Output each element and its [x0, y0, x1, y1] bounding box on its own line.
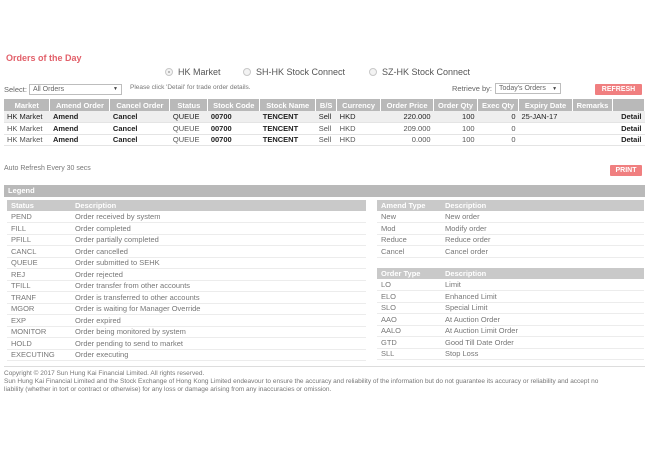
cell-stock-code: 00700	[208, 123, 260, 135]
radio-selected-icon	[165, 68, 173, 76]
amend-type-legend-code: Mod	[377, 223, 441, 235]
status-legend-row	[7, 292, 366, 304]
status-legend-code: REJ	[7, 269, 71, 281]
disclaimer-line-1: Sun Hung Kai Financial Limited and the Stock Exchange of Hong Kong Limited endeavour to ensure the accuracy and reliability of the information but do not guarantee its accuracy or reliability and accept no	[4, 378, 599, 385]
legend-col-order-type: Order Type	[377, 268, 441, 279]
order-type-legend-row	[377, 279, 644, 291]
status-legend-row	[7, 223, 366, 235]
cell-status: QUEUE	[170, 111, 208, 123]
status-legend-row	[7, 349, 366, 361]
cell-expiry-date	[519, 134, 573, 146]
cell-status: QUEUE	[170, 134, 208, 146]
status-legend-description: Order is waiting for Manager Override	[71, 303, 366, 315]
legend-col-status: Status	[7, 200, 71, 211]
status-legend-row	[7, 234, 366, 246]
status-legend-row	[7, 246, 366, 258]
order-type-legend-code: AAO	[377, 314, 441, 326]
auto-refresh-note: Auto Refresh Every 30 secs	[4, 165, 91, 172]
status-legend-code: EXECUTING	[7, 349, 71, 361]
cell-order-price: 220.000	[381, 111, 434, 123]
status-legend-table	[7, 200, 366, 361]
status-legend-code: CANCL	[7, 246, 71, 258]
status-legend-description: Order completed	[71, 223, 366, 235]
status-legend-code: QUEUE	[7, 257, 71, 269]
cell-currency: HKD	[337, 123, 381, 135]
copyright-text: Copyright © 2017 Sun Hung Kai Financial Limited. All rights reserved.	[4, 370, 205, 377]
legend-col-description: Description	[441, 200, 644, 211]
chevron-down-icon: ▼	[113, 86, 118, 92]
col-stock-code: Stock Code	[208, 99, 260, 111]
amend-type-legend-row	[377, 234, 644, 246]
order-type-legend-code: GTD	[377, 337, 441, 349]
amend-type-legend-code: Reduce	[377, 234, 441, 246]
table-row[interactable]	[4, 111, 645, 123]
col-currency: Currency	[337, 99, 381, 111]
cancel-link[interactable]: Cancel	[110, 123, 170, 135]
legend-header-row	[7, 200, 366, 211]
amend-type-legend-row	[377, 223, 644, 235]
cell-currency: HKD	[337, 134, 381, 146]
amend-type-legend-code: New	[377, 211, 441, 223]
retrieve-row	[452, 83, 561, 94]
radio-unselected-icon	[369, 68, 377, 76]
detail-link[interactable]: Detail	[612, 123, 644, 135]
footer-divider	[4, 366, 645, 367]
cell-order-price: 209.000	[381, 123, 434, 135]
amend-type-legend-description: Modify order	[441, 223, 644, 235]
cell-remarks	[572, 134, 612, 146]
order-filter-select[interactable]	[29, 84, 122, 95]
filter-colon: :	[24, 84, 27, 94]
order-type-legend-table	[377, 268, 644, 360]
status-legend-description: Order transfer from other accounts	[71, 280, 366, 292]
order-type-legend-row	[377, 325, 644, 337]
col-market: Market	[4, 99, 50, 111]
status-legend-row	[7, 280, 366, 292]
status-legend-description: Order received by system	[71, 211, 366, 223]
order-type-legend-code: AALO	[377, 325, 441, 337]
status-legend-row	[7, 338, 366, 350]
amend-link[interactable]: Amend	[50, 134, 110, 146]
col-amend-order: Amend Order	[50, 99, 110, 111]
cell-market: HK Market	[4, 111, 50, 123]
amend-type-legend-description: Cancel order	[441, 246, 644, 258]
cell-bs: Sell	[316, 123, 337, 135]
cell-bs: Sell	[316, 134, 337, 146]
detail-link[interactable]: Detail	[612, 134, 644, 146]
status-legend-code: HOLD	[7, 338, 71, 350]
status-legend-code: TFILL	[7, 280, 71, 292]
col-exec-qty: Exec Qty	[478, 99, 519, 111]
order-type-legend-row	[377, 337, 644, 349]
amend-link[interactable]: Amend	[50, 111, 110, 123]
cell-order-qty: 100	[434, 123, 478, 135]
order-type-legend-description: Limit	[441, 279, 644, 291]
order-type-legend-description: At Auction Order	[441, 314, 644, 326]
print-button[interactable]: PRINT	[610, 165, 642, 176]
order-type-legend-description: At Auction Limit Order	[441, 325, 644, 337]
retrieve-select[interactable]	[495, 83, 561, 94]
radio-label: HK Market	[178, 67, 221, 77]
amend-type-legend-row	[377, 246, 644, 258]
radio-sz-hk-connect[interactable]	[369, 67, 470, 77]
legend-header-row	[377, 268, 644, 279]
table-row[interactable]	[4, 123, 645, 135]
market-radio-group	[0, 67, 650, 81]
col-bs: B/S	[316, 99, 337, 111]
amend-type-legend-code: Cancel	[377, 246, 441, 258]
order-filter-value: All Orders	[32, 85, 65, 93]
status-legend-description: Order partially completed	[71, 234, 366, 246]
status-legend-code: MONITOR	[7, 326, 71, 338]
refresh-button[interactable]: REFRESH	[595, 84, 642, 95]
status-legend-description: Order is transferred to other accounts	[71, 292, 366, 304]
legend-title: Legend	[4, 185, 645, 197]
cell-market: HK Market	[4, 134, 50, 146]
orders-table	[4, 99, 645, 146]
order-type-legend-code: LO	[377, 279, 441, 291]
amend-link[interactable]: Amend	[50, 123, 110, 135]
cell-stock-code: 00700	[208, 134, 260, 146]
order-type-legend-code: SLO	[377, 302, 441, 314]
table-row[interactable]	[4, 134, 645, 146]
cell-expiry-date	[519, 123, 573, 135]
status-legend-code: PEND	[7, 211, 71, 223]
cell-stock-code: 00700	[208, 111, 260, 123]
status-legend-code: TRANF	[7, 292, 71, 304]
status-legend-description: Order being monitored by system	[71, 326, 366, 338]
cancel-link[interactable]: Cancel	[110, 111, 170, 123]
cell-order-price: 0.000	[381, 134, 434, 146]
cell-expiry-date: 25-JAN-17	[519, 111, 573, 123]
cell-bs: Sell	[316, 111, 337, 123]
cell-order-qty: 100	[434, 134, 478, 146]
order-type-legend-description: Good Till Date Order	[441, 337, 644, 349]
cell-currency: HKD	[337, 111, 381, 123]
cell-status: QUEUE	[170, 123, 208, 135]
amend-type-legend-description: New order	[441, 211, 644, 223]
radio-sh-hk-connect[interactable]	[243, 67, 345, 77]
col-status: Status	[170, 99, 208, 111]
status-legend-row	[7, 269, 366, 281]
radio-label: SH-HK Stock Connect	[256, 67, 346, 77]
col-stock-name: Stock Name	[260, 99, 316, 111]
cell-stock-name: TENCENT	[260, 123, 316, 135]
retrieve-label: Retrieve by:	[452, 84, 493, 93]
cell-order-qty: 100	[434, 111, 478, 123]
cell-stock-name: TENCENT	[260, 134, 316, 146]
status-legend-row	[7, 211, 366, 223]
cell-exec-qty: 0	[478, 123, 519, 135]
status-legend-description: Order executing	[71, 349, 366, 361]
cell-remarks	[572, 123, 612, 135]
amend-type-legend-table	[377, 200, 644, 258]
order-type-legend-code: SLL	[377, 348, 441, 360]
cell-remarks	[572, 111, 612, 123]
orders-header-row	[4, 99, 645, 111]
order-type-legend-description: Stop Loss	[441, 348, 644, 360]
detail-hint: Please click 'Detail' for trade order details.	[130, 84, 251, 91]
cell-market: HK Market	[4, 123, 50, 135]
status-legend-row	[7, 257, 366, 269]
radio-unselected-icon	[243, 68, 251, 76]
status-legend-code: MGOR	[7, 303, 71, 315]
col-detail	[612, 99, 644, 111]
order-type-legend-code: ELO	[377, 291, 441, 303]
detail-link[interactable]: Detail	[612, 111, 644, 123]
order-type-legend-row	[377, 314, 644, 326]
amend-type-legend-description: Reduce order	[441, 234, 644, 246]
retrieve-value: Today's Orders	[499, 85, 546, 92]
col-cancel-order: Cancel Order	[110, 99, 170, 111]
amend-type-legend-row	[377, 211, 644, 223]
page-title: Orders of the Day	[6, 53, 82, 63]
filter-row	[4, 83, 122, 95]
legend-col-description: Description	[71, 200, 366, 211]
order-type-legend-description: Special Limit	[441, 302, 644, 314]
col-order-qty: Order Qty	[434, 99, 478, 111]
status-legend-description: Order submitted to SEHK	[71, 257, 366, 269]
status-legend-code: FILL	[7, 223, 71, 235]
status-legend-description: Order rejected	[71, 269, 366, 281]
chevron-down-icon: ▼	[552, 85, 558, 92]
status-legend-row	[7, 303, 366, 315]
cancel-link[interactable]: Cancel	[110, 134, 170, 146]
cell-exec-qty: 0	[478, 134, 519, 146]
status-legend-code: PFILL	[7, 234, 71, 246]
order-type-legend-description: Enhanced Limit	[441, 291, 644, 303]
order-type-legend-row	[377, 348, 644, 360]
cell-stock-name: TENCENT	[260, 111, 316, 123]
radio-label: SZ-HK Stock Connect	[382, 67, 471, 77]
col-remarks: Remarks	[572, 99, 612, 111]
col-order-price: Order Price	[381, 99, 434, 111]
order-type-legend-row	[377, 302, 644, 314]
status-legend-row	[7, 326, 366, 338]
legend-header-row	[377, 200, 644, 211]
legend-col-amend-type: Amend Type	[377, 200, 441, 211]
status-legend-row	[7, 315, 366, 327]
disclaimer-line-2: liability (whether in tort or contract or otherwise) for any loss or damage arising from any inaccuracies or omission.	[4, 386, 332, 393]
status-legend-code: EXP	[7, 315, 71, 327]
status-legend-description: Order pending to send to market	[71, 338, 366, 350]
order-type-legend-row	[377, 291, 644, 303]
status-legend-description: Order cancelled	[71, 246, 366, 258]
legend-col-description: Description	[441, 268, 644, 279]
filter-label: Select	[4, 84, 25, 94]
cell-exec-qty: 0	[478, 111, 519, 123]
status-legend-description: Order expired	[71, 315, 366, 327]
radio-hk-market[interactable]	[165, 67, 221, 77]
col-expiry-date: Expiry Date	[519, 99, 573, 111]
